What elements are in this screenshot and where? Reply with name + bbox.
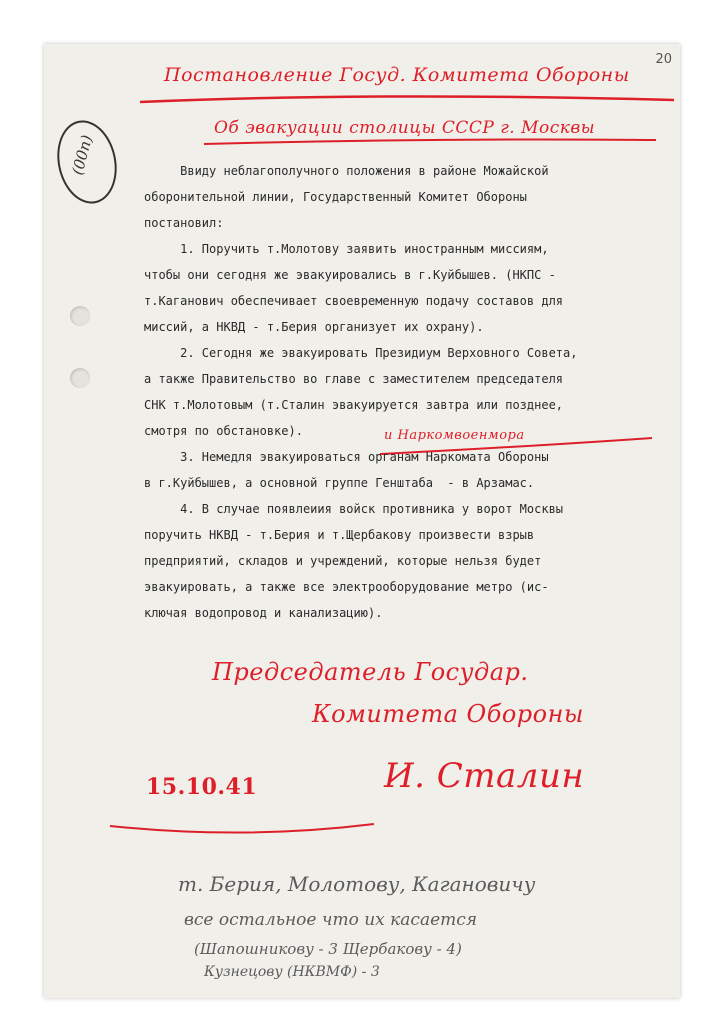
body-line: Ввиду неблагополучного положения в районе Можайской — [144, 164, 549, 178]
signature-title-line-1: Председатель Государ. — [212, 658, 529, 686]
document-page — [44, 44, 680, 998]
signature-name: И. Сталин — [384, 756, 585, 796]
body-line: 4. В случае появлеиия войск противника у ворот Москвы — [144, 502, 564, 516]
body-line: смотря по обстановке). — [144, 424, 303, 438]
body-line: миссий, а НКВД - т.Берия организует их охрану). — [144, 320, 484, 334]
body-line: а также Правительство во главе с заместителем председателя — [144, 372, 564, 386]
distribution-note-4: Кузнецову (НКВМФ) - 3 — [204, 964, 380, 980]
date-underline — [110, 824, 374, 833]
body-line: т.Каганович обеспечивает своевременную подачу составов для — [144, 294, 564, 308]
body-line: оборонительной линии, Государственный Комитет Обороны — [144, 190, 527, 204]
typed-body — [144, 158, 664, 626]
distribution-note-1: т. Берия, Молотову, Кагановичу — [178, 872, 536, 896]
body-line: эвакуировать, а также все электрооборудование метро (ис- — [144, 580, 549, 594]
body-line: предприятий, складов и учреждений, которые нельзя будет — [144, 554, 542, 568]
body-line: постановил: — [144, 216, 224, 230]
body-line: 3. Немедля эвакуироваться органам Наркомата Обороны — [144, 450, 549, 464]
title-underline-1 — [140, 96, 674, 102]
title-underline-2 — [204, 140, 656, 145]
handwritten-insert: и Наркомвоенмора — [384, 428, 525, 443]
body-line: ключая водопровод и канализацию). — [144, 606, 383, 620]
title-line-2: Об эвакуации столицы СССР г. Москвы — [214, 118, 596, 138]
signature-title-line-2: Комитета Обороны — [312, 700, 584, 728]
body-line: в г.Куйбышев, а основной группе Генштаба - в Арзамас. — [144, 476, 535, 490]
signature-date: 15.10.41 — [146, 774, 258, 800]
distribution-note-3: (Шапошникову - 3 Щербакову - 4) — [194, 940, 462, 958]
marker-label: (00п) — [68, 133, 97, 177]
body-line: чтобы они сегодня же эвакуировались в г.Куйбышев. (НКПС - — [144, 268, 556, 282]
body-line: поручить НКВД - т.Берия и т.Щербакову произвести взрыв — [144, 528, 535, 542]
body-line: 2. Сегодня же эвакуировать Президиум Верховного Совета, — [144, 346, 578, 360]
title-line-1: Постановление Госуд. Комитета Обороны — [164, 64, 630, 86]
page-number: 20 — [655, 52, 672, 67]
distribution-note-2: все остальное что их касается — [184, 910, 478, 930]
body-line: 1. Поручить т.Молотову заявить иностранным миссиям, — [144, 242, 549, 256]
body-line: СНК т.Молотовым (т.Сталин эвакуируется завтра или позднее, — [144, 398, 564, 412]
